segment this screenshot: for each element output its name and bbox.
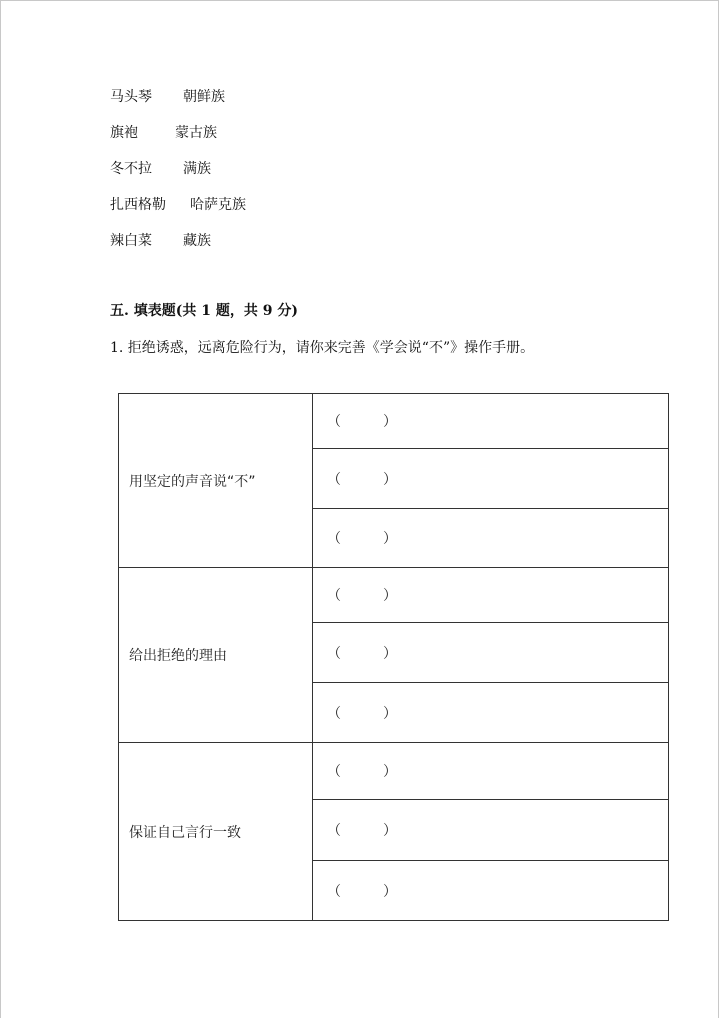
matching-item-right: 蒙古族	[175, 125, 217, 141]
matching-item-left: 扎西格勒	[110, 197, 166, 213]
category-cell	[119, 743, 313, 921]
section-title: 五. 填表题(共 1 题，共 9 分)	[110, 303, 298, 319]
matching-item-left: 旗袍	[110, 125, 138, 141]
category-label: 给出拒绝的理由	[129, 648, 227, 664]
answer-blank[interactable]	[313, 743, 669, 800]
answer-blank[interactable]	[313, 568, 669, 623]
handbook-table	[118, 393, 669, 921]
answer-parentheses: （ ）	[327, 883, 397, 900]
matching-item-right: 哈萨克族	[190, 197, 246, 213]
matching-item-right: 朝鲜族	[183, 89, 225, 105]
category-cell	[119, 568, 313, 743]
table-row	[119, 743, 669, 800]
matching-item-right: 满族	[183, 161, 211, 177]
answer-blank[interactable]	[313, 509, 669, 568]
answer-parentheses: （ ）	[327, 705, 397, 722]
answer-blank[interactable]	[313, 394, 669, 449]
answer-blank[interactable]	[313, 861, 669, 921]
answer-parentheses: （ ）	[327, 414, 397, 430]
matching-item-left: 马头琴	[110, 89, 152, 105]
answer-parentheses: （ ）	[327, 645, 397, 662]
matching-item-right: 藏族	[183, 233, 211, 249]
answer-blank[interactable]	[313, 449, 669, 509]
category-label: 保证自己言行一致	[129, 824, 241, 841]
answer-parentheses: （ ）	[327, 471, 397, 488]
question-text: 1. 拒绝诱惑，远离危险行为，请你来完善《学会说“不”》操作手册。	[110, 340, 535, 356]
answer-blank[interactable]	[313, 623, 669, 683]
matching-item-left: 辣白菜	[110, 233, 152, 249]
answer-parentheses: （ ）	[327, 823, 397, 839]
category-label: 用坚定的声音说“不”	[129, 473, 256, 490]
table-row	[119, 394, 669, 449]
answer-parentheses: （ ）	[327, 531, 397, 547]
answer-blank[interactable]	[313, 683, 669, 743]
table-row	[119, 568, 669, 623]
matching-item-left: 冬不拉	[110, 161, 152, 177]
answer-parentheses: （ ）	[327, 764, 397, 780]
answer-blank[interactable]	[313, 800, 669, 861]
answer-parentheses: （ ）	[327, 588, 397, 604]
category-cell	[119, 394, 313, 568]
